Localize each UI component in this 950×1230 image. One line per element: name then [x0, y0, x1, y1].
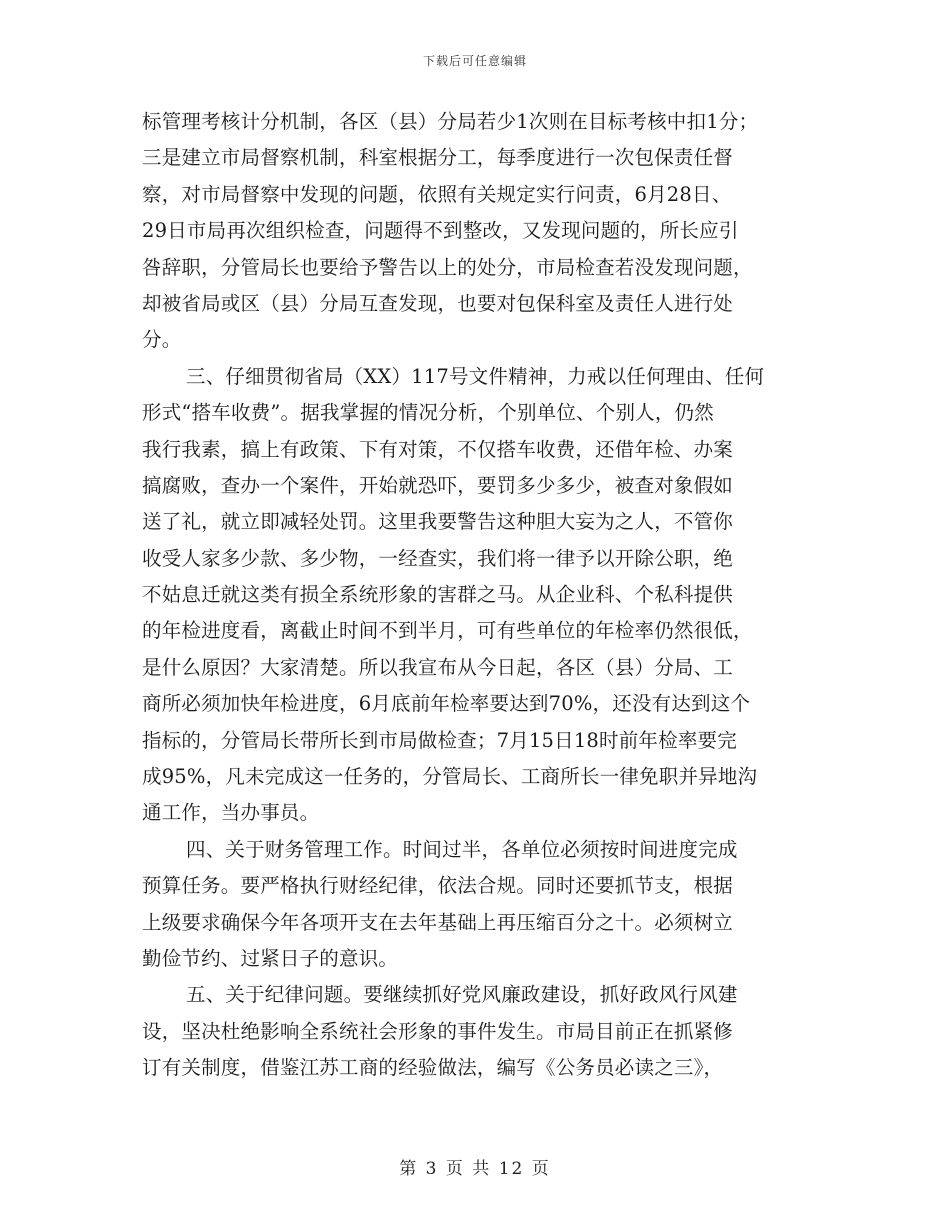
text-line: 五、关于纪律问题。要继续抓好党风廉政建设，抓好政风行风建	[186, 983, 738, 1007]
text-line: 察，对市局督察中发现的问题，依照有关规定实行问责，6月28日、	[142, 182, 732, 206]
text-line: 搞腐败，查办一个案件，开始就恐吓，要罚多少多少，被查对象假如	[142, 473, 734, 497]
text-line: 送了礼，就立即减轻处罚。这里我要警告这种胆大妄为之人，不管你	[142, 510, 734, 534]
text-line: 上级要求确保今年各项开支在去年基础上再压缩百分之十。必须树立	[142, 910, 734, 934]
text-line: 却被省局或区（县）分局互查发现，也要对包保科室及责任人进行处	[142, 291, 734, 315]
text-line: 不姑息迁就这类有损全系统形象的害群之马。从企业科、个私科提供	[142, 583, 734, 607]
text-line: 形式“搭车收费”。据我掌握的情况分析，个别单位、个别人，仍然	[142, 401, 714, 425]
text-line: 的年检进度看，离截止时间不到半月，可有些单位的年检率仍然很低，	[142, 619, 753, 643]
text-line: 四、关于财务管理工作。时间过半，各单位必须按时间进度完成	[186, 837, 738, 861]
page-footer: 第 3 页 共 12 页	[399, 1159, 551, 1179]
text-line: 29日市局再次组织检查，问题得不到整改，又发现问题的，所长应引	[142, 219, 739, 243]
text-line: 咎辞职，分管局长也要给予警告以上的处分，市局检查若没发现问题，	[142, 255, 753, 279]
text-line: 指标的，分管局长带所长到市局做检查；7月15日18时前年检率要完	[142, 728, 737, 752]
text-line: 通工作，当办事员。	[142, 801, 320, 825]
text-line: 是什么原因？大家清楚。所以我宣布从今日起，各区（县）分局、工	[142, 655, 734, 679]
text-line: 收受人家多少款、多少物，一经查实，我们将一律予以开除公职，绝	[142, 546, 734, 570]
text-line: 标管理考核计分机制，各区（县）分局若少1次则在目标考核中扣1分；	[142, 110, 759, 133]
text-line: 分。	[142, 328, 182, 352]
text-line: 三、仔细贯彻省局（XX）117号文件精神，力戒以任何理由、任何	[186, 364, 765, 388]
text-line: 成95%，凡未完成这一任务的，分管局长、工商所长一律免职并异地沟	[142, 765, 758, 789]
text-line: 勤俭节约、过紧日子的意识。	[142, 946, 399, 970]
text-line: 设，坚决杜绝影响全系统社会形象的事件发生。市局目前正在抓紧修	[142, 1019, 734, 1043]
text-line: 商所必须加快年检进度，6月底前年检率要达到70%，还没有达到这个	[142, 692, 751, 716]
text-line: 我行我素，搞上有政策、下有对策，不仅搭车收费，还借年检、办案	[142, 437, 734, 461]
text-line: 订有关制度，借鉴江苏工商的经验做法，编写《公务员必读之三》，	[142, 1056, 724, 1080]
page-header: 下载后可任意编辑	[422, 54, 527, 68]
text-line: 三是建立市局督察机制，科室根据分工，每季度进行一次包保责任督	[142, 146, 734, 170]
document-body	[142, 104, 818, 1087]
text-line: 预算任务。要严格执行财经纪律，依法合规。同时还要抓节支，根据	[142, 874, 734, 898]
